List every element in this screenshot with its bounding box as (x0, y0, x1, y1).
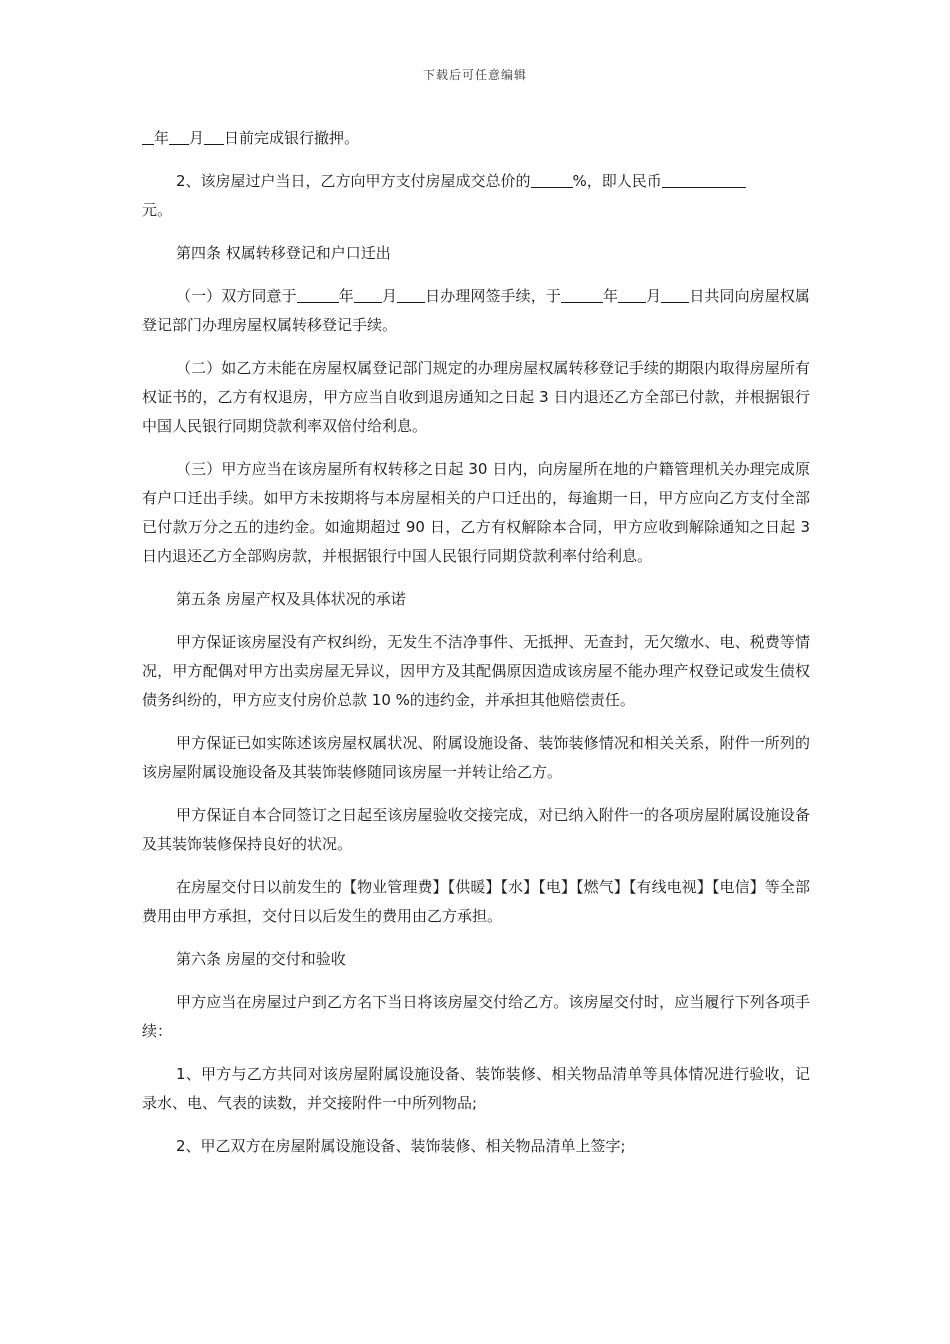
page-header: 下载后可任意编辑 (422, 68, 527, 82)
blank-year (142, 128, 154, 145)
paragraph-payment-on-transfer: 2、该房屋过户当日，乙方向甲方支付房屋成交总价的 %，即人民币 元。 (142, 167, 810, 225)
blank-amount (662, 171, 746, 188)
article-5-heading: 第五条 房屋产权及具体状况的承诺 (176, 590, 406, 608)
paragraph-article-6-intro: 甲方应当在房屋过户到乙方名下当日将该房屋交付给乙方。该房屋交付时，应当履行下列各项手续： (142, 993, 810, 1040)
paragraph-article-5-3: 甲方保证自本合同签订之日起至该房屋验收交接完成，对已纳入附件一的各项房屋附属设施设备及其装饰装修保持良好的状况。 (142, 806, 810, 853)
document-body (142, 124, 810, 1175)
paragraph-article-5-2: 甲方保证已如实陈述该房屋权属状况、附属设施设备、装饰装修情况和相关关系，附件一所列的该房屋附属设施设备及其装饰装修随同该房屋一并转让给乙方。 (142, 734, 810, 781)
paragraph-article-5-4: 在房屋交付日以前发生的【物业管理费】【供暖】【水】【电】【燃气】【有线电视】【电信】等全部费用由甲方承担，交付日以后发生的费用由乙方承担。 (142, 878, 810, 925)
blank-month (169, 128, 189, 145)
paragraph-article-6-item-2: 2、甲乙双方在房屋附属设施设备、装饰装修、相关物品清单上签字; (176, 1137, 626, 1155)
article-4-heading: 第四条 权属转移登记和户口迁出 (176, 244, 391, 262)
article-6-heading: 第六条 房屋的交付和验收 (176, 950, 346, 968)
paragraph-article-4-3: （三）甲方应当在该房屋所有权转移之日起 30 日内，向房屋所在地的户籍管理机关办理完成原有户口迁出手续。如甲方未按期将与本房屋相关的户口迁出的，每逾期一日，甲方应向乙方支付全部已付款万分之五的违约金。如逾期超过 90 日，乙方有权解除本合同，甲方应收到解除通知之日起 3 日内退还乙方全部购房款，并根据银行中国人民银行同期贷款利率付给利息。 (142, 460, 810, 565)
paragraph-article-6-item-1: 1、甲方与乙方共同对该房屋附属设施设备、装饰装修、相关物品清单等具体情况进行验收，记录水、电、气表的读数，并交接附件一中所列物品; (142, 1065, 810, 1112)
blank-percent (531, 171, 573, 188)
paragraph-bank-release-date: 年 月 日前完成银行撤押。 (142, 124, 810, 153)
paragraph-article-5-1: 甲方保证该房屋没有产权纠纷，无发生不洁净事件、无抵押、无查封，无欠缴水、电、税费等情况，甲方配偶对甲方出卖房屋无异议，因甲方及其配偶原因造成该房屋不能办理产权登记或发生债权债务纠纷的，甲方应支付房价总款 10 %的违约金，并承担其他赔偿责任。 (142, 633, 810, 709)
paragraph-article-4-2: （二）如乙方未能在房屋权属登记部门规定的办理房屋权属转移登记手续的期限内取得房屋所有权证书的，乙方有权退房，甲方应当自收到退房通知之日起 3 日内退还乙方全部已付款，并根据银行中国人民银行同期贷款利率双倍付给利息。 (142, 359, 810, 435)
paragraph-article-4-1: （一）双方同意于 年 月 日办理网签手续，于 年 月 日共同向房屋权属登记部门办理房屋权属转移登记手续。 (142, 287, 810, 334)
blank-day (204, 128, 224, 145)
